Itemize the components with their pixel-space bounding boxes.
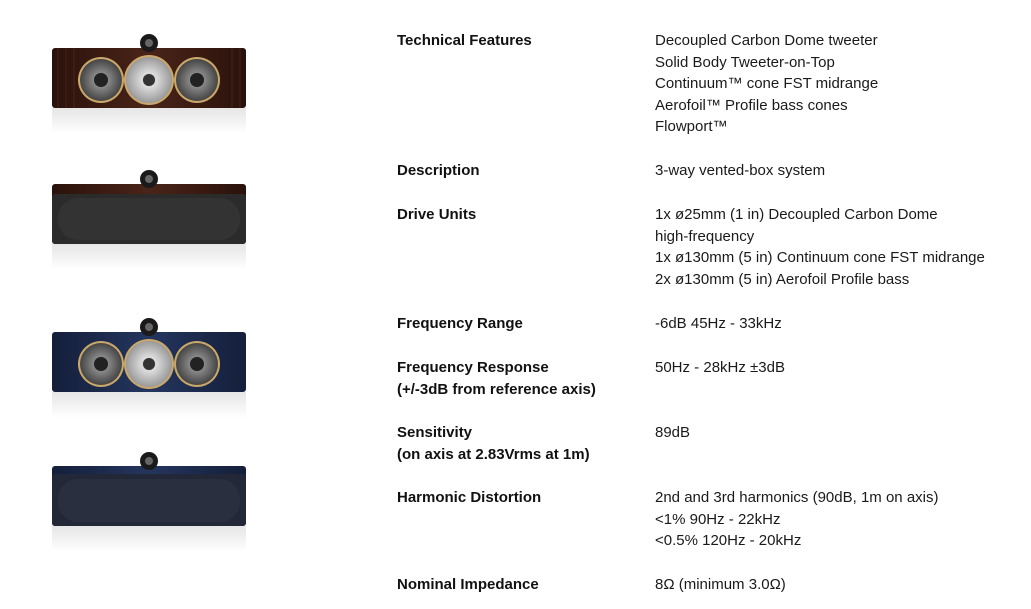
spec-values: 89dB [655,424,691,441]
speaker-image-wood-grille [52,170,246,270]
spec-label: Harmonic Distortion [397,489,542,506]
spec-label: Nominal Impedance [397,576,539,593]
spec-values: 3-way vented-box system [655,162,826,179]
spec-values: 2nd and 3rd harmonics (90dB, 1m on axis) <1% 90Hz - 22kHz <0.5% 120Hz - 20kHz [655,489,939,549]
spec-label: Technical Features [397,32,532,49]
spec-label: Frequency Range [397,315,523,332]
speaker-image-blue-open [52,318,246,418]
spec-values: 50Hz - 28kHz ±3dB [655,359,785,376]
spec-values: 8Ω (minimum 3.0Ω) [655,576,786,593]
spec-label: Sensitivity (on axis at 2.83Vrms at 1m) [397,424,590,463]
speaker-image-blue-grille [52,452,246,552]
spec-values: 1x ø25mm (1 in) Decoupled Carbon Dome high-frequency 1x ø130mm (5 in) Continuum cone FST midrange 2x ø130mm (5 in) Aerofoil Profile bass [655,206,985,288]
spec-label: Frequency Response (+/-3dB from reference axis) [397,359,596,398]
spec-values: Decoupled Carbon Dome tweeter Solid Body Tweeter-on-Top Continuum™ cone FST midrange Aerofoil™ Profile bass cones Flowport™ [655,32,879,135]
spec-values: -6dB 45Hz - 33kHz [655,315,782,332]
spec-label: Description [397,162,480,179]
spec-label: Drive Units [397,206,477,223]
speaker-image-wood-open [52,34,246,134]
